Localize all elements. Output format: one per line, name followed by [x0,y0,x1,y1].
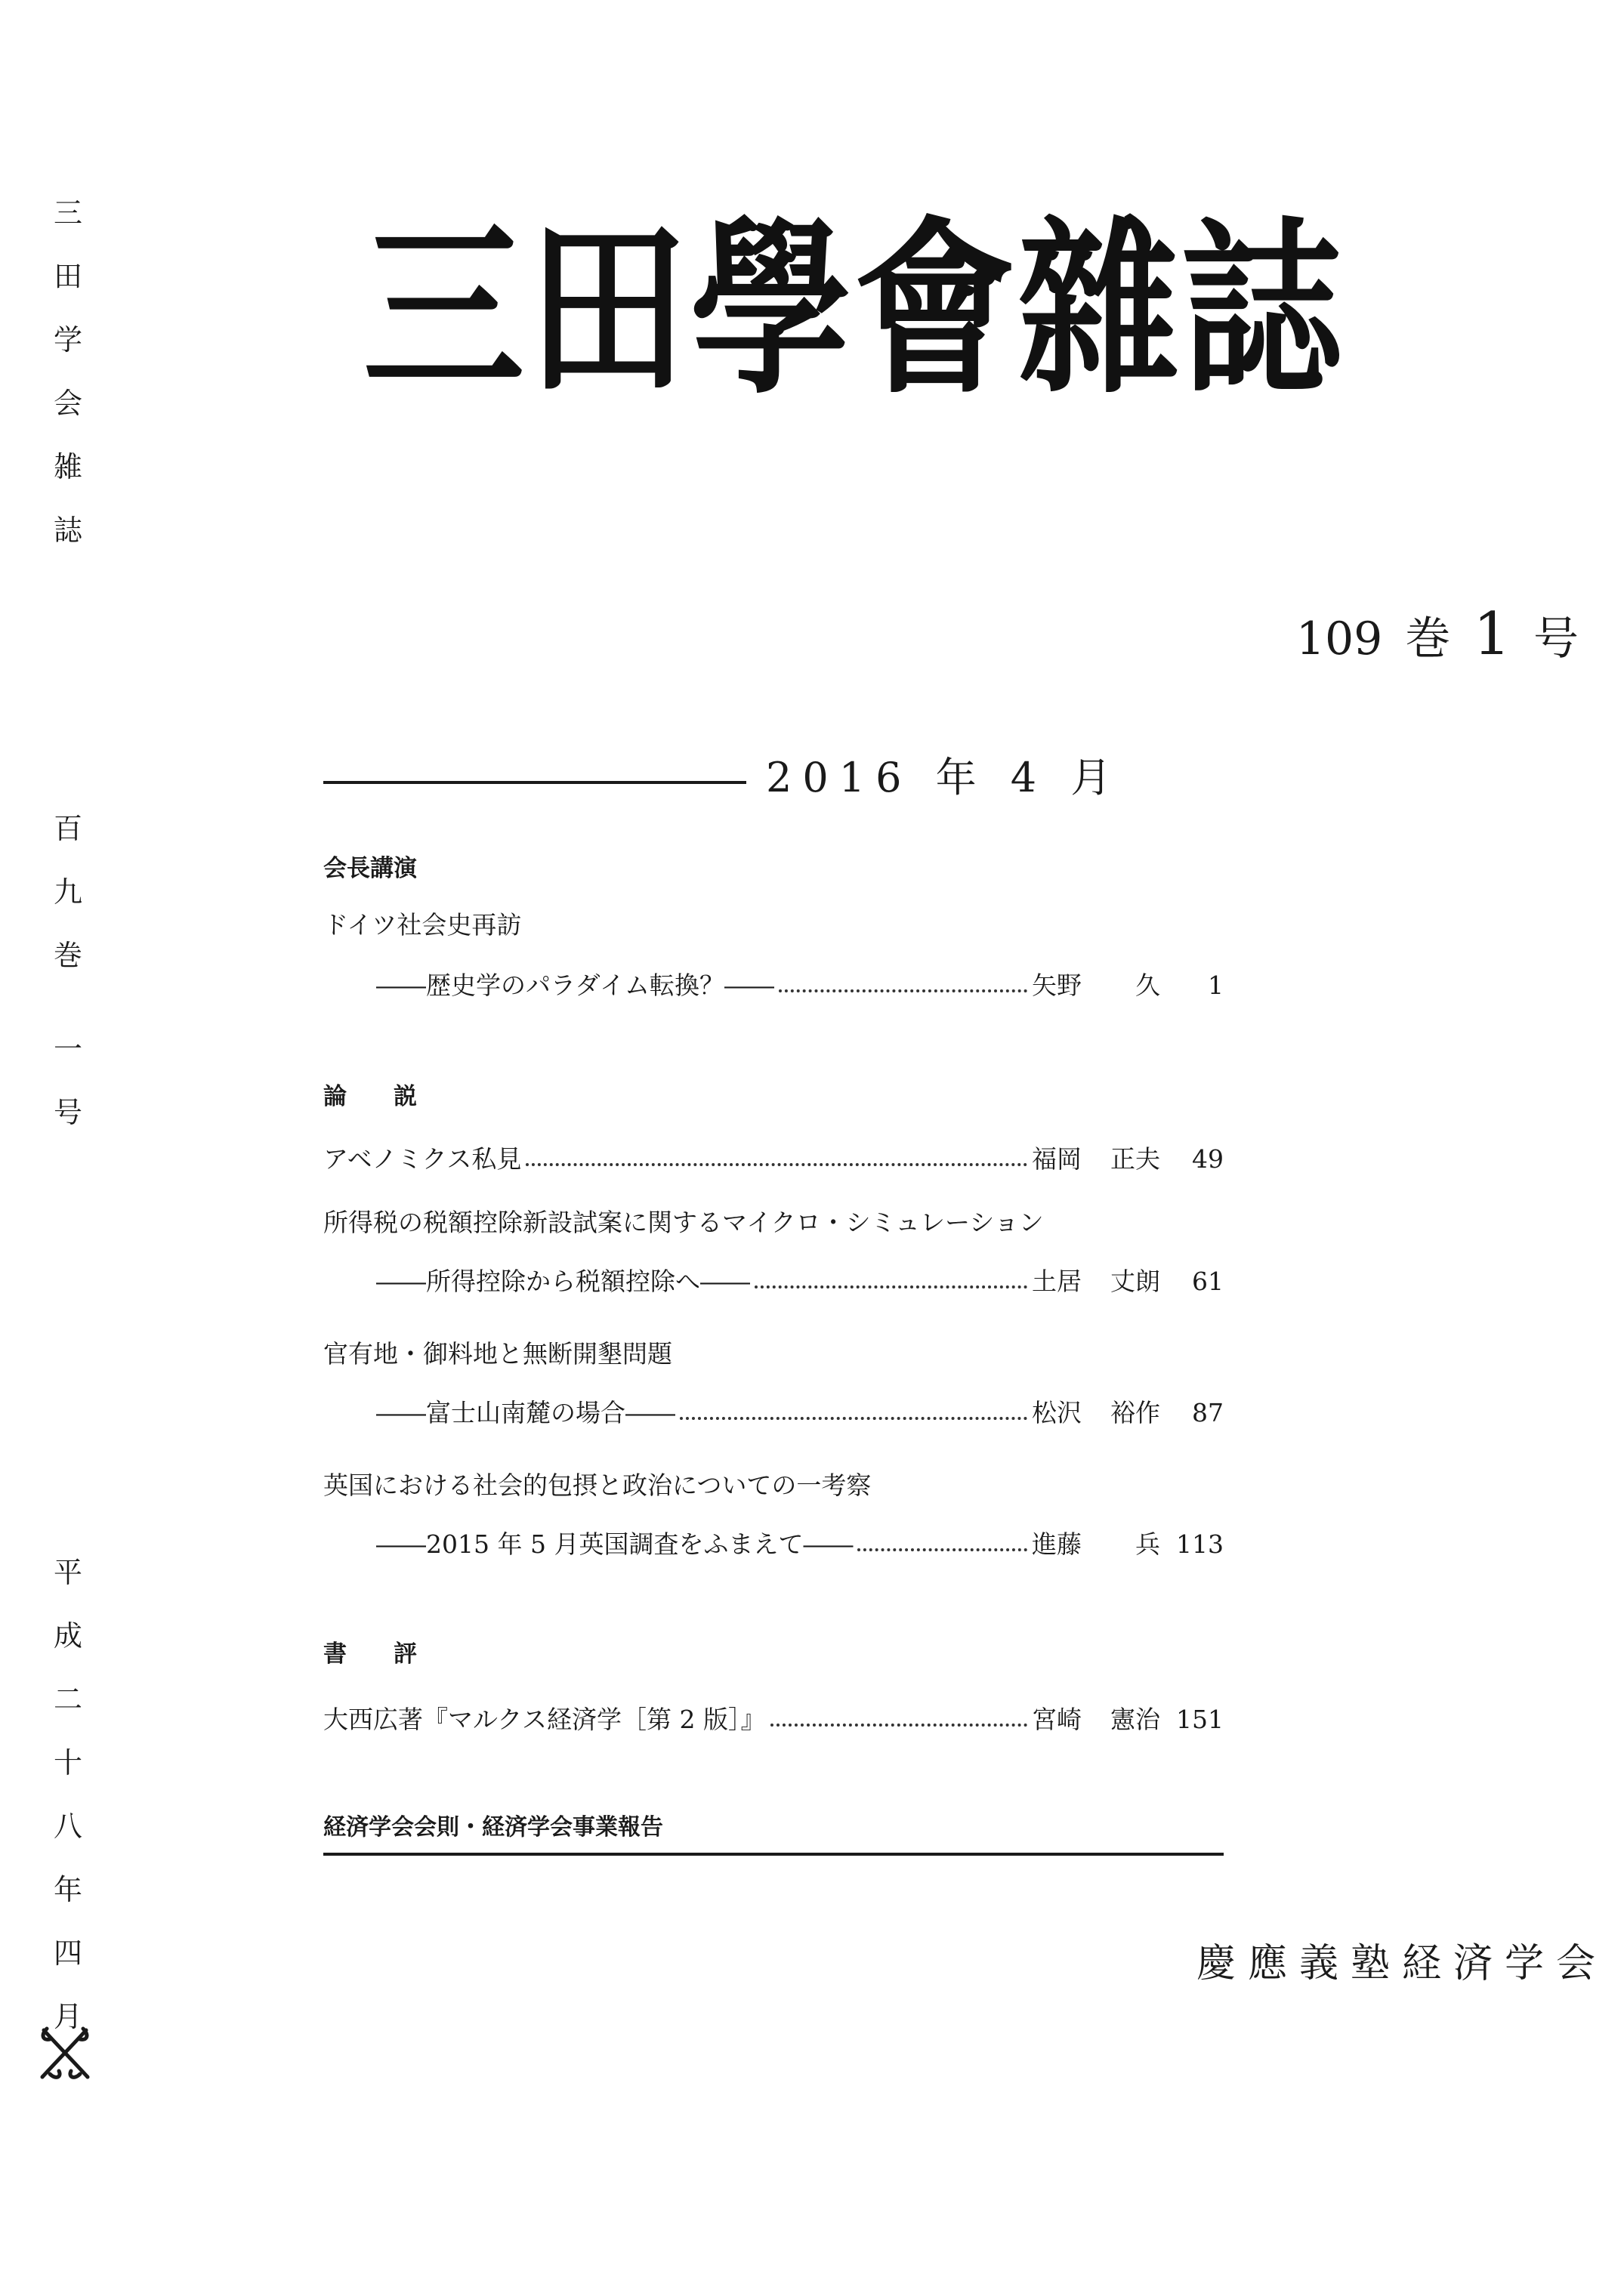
toc-entry-title: 英国における社会的包摂と政治についての一考察 [323,1471,872,1500]
toc-entry [323,1140,1224,1178]
author-given-name: 裕作 [1110,1398,1160,1427]
leader-dots [770,1713,1028,1727]
leader-dots [779,979,1027,992]
toc-page: 61 [1192,1267,1224,1296]
toc-page: 151 [1176,1705,1224,1734]
masthead-title: 三田學會雜誌 [363,199,1345,419]
leader-dots [680,1406,1027,1420]
spine-title-char: 誌 [53,514,82,547]
footer-heading: 経済学会会則・経済学会事業報告 [323,1814,663,1841]
toc-entry-title: ドイツ社会史再訪 [323,910,522,940]
toc-author [1032,1701,1160,1739]
issue-unit: 号 [1533,613,1579,665]
author-given-name: 丈朗 [1110,1267,1160,1296]
toc-author [1032,1526,1160,1563]
publisher-mark-icon [36,2024,94,2082]
publisher-name: 慶應義塾経済学会 [1196,1941,1607,1986]
spine-title-char: 田 [53,260,82,293]
leader-dots [857,1538,1027,1551]
toc-entry-title: アベノミクス私見 [323,1144,522,1174]
author-given-name: 正夫 [1110,1144,1160,1174]
issue-number [1295,600,1579,669]
spine-date-char: 二 [53,1683,82,1716]
toc-entry-title: ――2015 年 5 月英国調査をふまえて―― [376,1529,854,1559]
author-family-name: 矢野 [1032,971,1082,1000]
author-family-name: 進藤 [1032,1529,1082,1559]
spine-date-char: 平 [53,1556,82,1589]
spine-date-char: 八 [53,1810,82,1843]
spine-title-char: 雑 [53,450,82,483]
section-heading: 書 評 [323,1640,417,1668]
issue-num: 1 [1473,600,1511,668]
spine-volume-char: 一 [53,1032,82,1066]
spine-date [45,1541,91,2048]
toc-entry [376,967,1224,1005]
spine-date-char: 年 [53,1873,82,1906]
toc-entry [376,1394,1224,1432]
leader-dots [526,1153,1027,1166]
toc-entry-title: ――富士山南麓の場合―― [376,1398,675,1427]
date-rule [323,781,746,784]
toc-entry [376,1526,1224,1563]
toc-entry-title: 官有地・御料地と無断開墾問題 [323,1339,672,1369]
toc-author [1032,1263,1160,1301]
toc-page: 113 [1176,1529,1224,1559]
author-family-name: 福岡 [1032,1144,1082,1174]
toc-author [1032,1394,1160,1432]
author-given-name: 兵 [1135,1529,1160,1559]
author-given-name: 久 [1135,971,1160,1000]
spine-date-char: 成 [53,1619,82,1653]
author-family-name: 土居 [1032,1267,1082,1296]
issue-date: 2016 年 4 月 [766,754,1122,801]
spine-title-char: 三 [53,196,82,230]
toc-entry-title: 大西広著『マルクス経済学［第 2 版］』 [323,1705,766,1734]
volume-number: 109 [1295,613,1383,665]
footer-rule [323,1853,1224,1856]
leader-dots [755,1275,1027,1288]
spine-volume [45,797,91,1144]
spine-volume-char: 巻 [53,939,82,972]
toc-entry-title: 所得税の税額控除新設試案に関するマイクロ・シミュレーション [323,1208,1044,1237]
section-heading: 論 説 [323,1083,417,1110]
toc-page: 87 [1192,1398,1224,1427]
author-given-name: 憲治 [1110,1705,1160,1734]
spine-volume-char: 号 [53,1096,82,1129]
toc-entry-title: ――所得控除から税額控除へ―― [376,1267,750,1296]
spine-date-char: 四 [53,1937,82,1970]
volume-unit: 巻 [1405,613,1451,665]
spine-date-char: 月 [53,2000,82,2033]
toc-entry [376,1263,1224,1301]
author-family-name: 宮崎 [1032,1705,1082,1734]
toc-page: 1 [1208,971,1224,1000]
toc-author [1032,1140,1160,1178]
toc-author [1032,967,1160,1005]
toc-page: 49 [1192,1144,1224,1174]
author-family-name: 松沢 [1032,1398,1082,1427]
toc-entry-title: ――歴史学のパラダイム転換？―― [376,971,775,1000]
spine-title-char: 学 [53,323,82,356]
spine-title [45,181,91,562]
spine-volume-char: 百 [53,812,82,845]
toc-entry [323,1701,1224,1739]
spine-volume-char: 九 [53,875,82,909]
spine-title-char: 会 [53,387,82,420]
spine-date-char: 十 [53,1746,82,1779]
section-heading: 会長講演 [323,855,417,882]
